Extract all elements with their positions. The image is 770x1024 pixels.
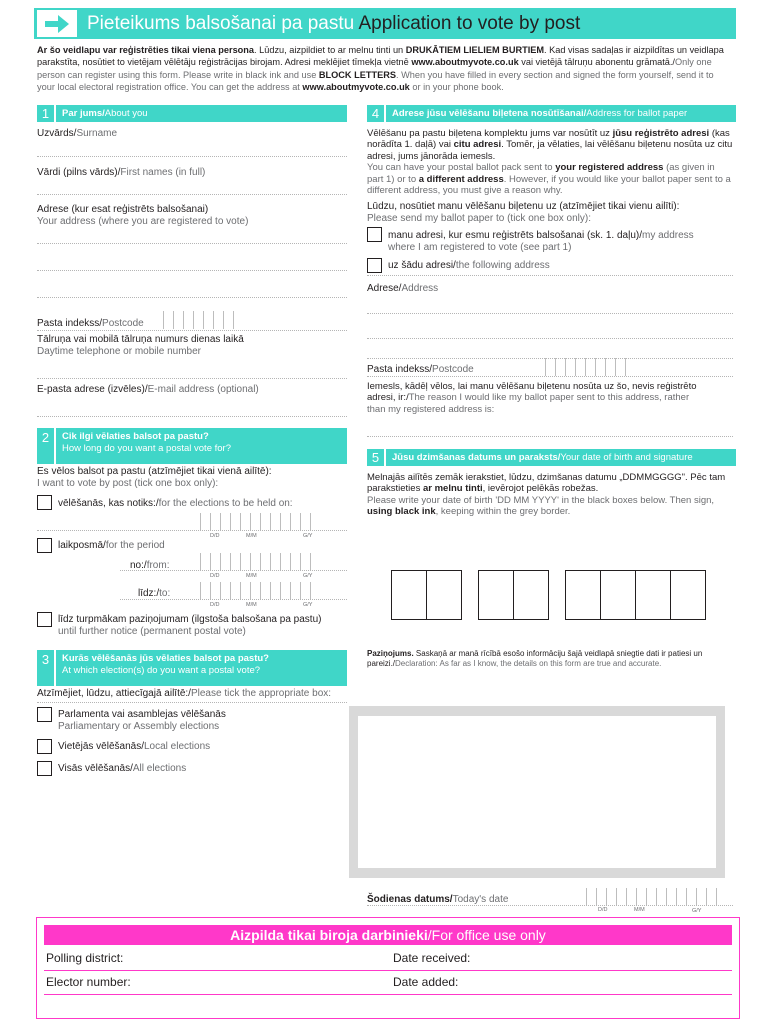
surname-field[interactable]	[37, 156, 347, 157]
section-5-header: 5 Jūsu dzimšanas datums un paraksts/Your date of birth and signature	[367, 449, 736, 466]
reason-field[interactable]	[367, 436, 733, 437]
dob-day-2[interactable]	[426, 570, 462, 620]
arrow-right-icon	[37, 10, 77, 37]
from-date-boxes[interactable]	[200, 553, 320, 571]
declaration: Paziņojums. Saskaņā ar manā rīcībā esošo informāciju šajā veidlapā sniegtie dati ir patiesi un pareizi./Declaration: As far as I know, the details on this form are true and accurate.	[367, 649, 703, 668]
checkbox-registered-address[interactable]	[367, 227, 382, 242]
email-field[interactable]	[37, 416, 347, 417]
address-line-2[interactable]	[37, 270, 347, 271]
following-address-label: uz šādu adresi/the following address	[388, 260, 550, 271]
ballot-address-line-2[interactable]	[367, 338, 733, 339]
dob-year-1[interactable]	[565, 570, 601, 620]
checkbox-all[interactable]	[37, 761, 52, 776]
address-line-1[interactable]	[37, 243, 347, 244]
dd-label: D/D	[210, 533, 220, 539]
telephone-label: Tālruņa vai mobilā tālruņa numurs dienas laikā Daytime telephone or mobile number	[37, 334, 244, 357]
section-3-header: 3 Kurās vēlēšanās jūs vēlaties balsot pa pastu? At which election(s) do you want a postal vote?	[37, 650, 347, 686]
checkbox-local[interactable]	[37, 739, 52, 754]
ballot-address-label: Adrese/Address	[367, 283, 439, 294]
from-date-line	[120, 570, 347, 571]
dd-label: D/D	[598, 907, 608, 913]
date-added-label: Date added:	[393, 975, 459, 989]
todays-date-boxes[interactable]	[586, 888, 726, 906]
election-date-line	[37, 530, 347, 531]
dob-year-3[interactable]	[635, 570, 671, 620]
todays-date-label: Šodienas datums/Today's date	[367, 894, 509, 905]
all-elections-label: Visās vēlēšanās/All elections	[58, 763, 187, 774]
section-4-header: 4 Adrese jūsu vēlēšanu biļetena nosūtīšanai/Address for ballot paper	[367, 105, 736, 122]
gy-label: G/Y	[303, 573, 313, 579]
telephone-field[interactable]	[37, 378, 347, 379]
registered-address-label: manu adresi, kur esmu reģistrēts balsošanai (sk. 1. daļu)/my address where I am registered to vote (see part 1)	[388, 230, 694, 253]
email-label: E-pasta adrese (izvēles)/E-mail address (optional)	[37, 384, 259, 395]
to-date-line	[120, 599, 347, 600]
dob-month-1[interactable]	[478, 570, 514, 620]
reason-label: Iemesls, kādēļ vēlos, lai manu vēlēšanu biļetenu nosūta uz šo, nevis reģistrēto adresi, ir:/The reason I would like my ballot paper sent to this address, rather than my registered address is:	[367, 381, 697, 415]
elector-number-label: Elector number:	[46, 975, 131, 989]
address-line-3[interactable]	[37, 297, 347, 298]
divider	[37, 702, 347, 703]
send-to-question: Lūdzu, nosūtiet manu vēlēšanu biļetenu uz (atzīmējiet tikai vienu ailīti): Please send my ballot paper to (tick one box only):	[367, 201, 680, 224]
mm-label: M/M	[246, 602, 257, 608]
gy-label: G/Y	[692, 908, 702, 914]
section-1-header: 1 Par jums/About you	[37, 105, 347, 122]
dob-instructions: Melnajās ailītēs zemāk ierakstiet, lūdzu, dzimšanas datumu „DDMMGGGG". Pēc tam parakstieties ar melnu tinti, ievērojot pelēkās robežas. Please write your date of birth 'DD MM YYYY' in the black boxes below. Then sign, using black ink, keeping within the grey border.	[367, 472, 726, 518]
date-received-label: Date received:	[393, 951, 471, 965]
postcode-boxes[interactable]	[163, 311, 243, 329]
intro-text: Ar šo veidlapu var reģistrēties tikai viena persona. Lūdzu, aizpildiet to ar melnu tinti un DRUKĀTIEM LIELIEM BURTIEM. Kad visas sadaļas ir aizpildītas un veidlapa parakstīta, nosūtiet to vietējam vēlētāju reģistrācijas birojam. Adresi meklējiet tīmekļa vietnē www.aboutmyvote.co.uk vai vietējā tālruņu abonentu grāmatā./Only one person can register using this form. Please write in black ink and use BLOCK LETTERS. When you have filled in every section and signed the form yourself, send it to your local electoral registration office. You can get the address at www.aboutmyvote.co.uk or in your phone book.	[37, 45, 724, 93]
tick-instruction: Atzīmējiet, lūdzu, attiecīgajā ailītē:/Please tick the appropriate box:	[37, 688, 332, 699]
divider	[367, 275, 733, 276]
from-label: no:/from:	[130, 560, 170, 571]
to-label: līdz:/to:	[138, 588, 171, 599]
ballot-postcode-label: Pasta indekss/Postcode	[367, 364, 474, 375]
period-label: laikposmā/for the period	[58, 540, 165, 551]
checkbox-following-address[interactable]	[367, 258, 382, 273]
first-names-field[interactable]	[37, 194, 347, 195]
gy-label: G/Y	[303, 533, 313, 539]
postal-period-question: Es vēlos balsot pa pastu (atzīmējiet tikai vienā ailītē): I want to vote by post (tick one box only):	[37, 466, 272, 489]
address-label: Adrese (kur esat reģistrēts balsošanai) Your address (where you are registered to vote)	[37, 204, 249, 227]
election-date-boxes[interactable]	[200, 513, 320, 531]
checkbox-parliamentary[interactable]	[37, 707, 52, 722]
dd-label: D/D	[210, 602, 220, 608]
checkbox-period[interactable]	[37, 538, 52, 553]
mm-label: M/M	[634, 907, 645, 913]
mm-label: M/M	[246, 533, 257, 539]
postcode-label: Pasta indekss/Postcode	[37, 318, 144, 329]
local-label: Vietējās vēlēšanās/Local elections	[58, 741, 211, 752]
form-header	[34, 8, 736, 39]
office-use-title: Aizpilda tikai biroja darbinieki /For office use only	[44, 925, 732, 945]
dob-day-1[interactable]	[391, 570, 427, 620]
signature-box[interactable]	[358, 716, 716, 868]
surname-label: Uzvārds/Surname	[37, 128, 118, 139]
first-names-label: Vārdi (pilns vārds)/First names (in full)	[37, 167, 206, 178]
ballot-postcode-boxes[interactable]	[545, 358, 635, 376]
office-divider	[44, 994, 732, 995]
office-divider	[44, 970, 732, 971]
dob-year-2[interactable]	[600, 570, 636, 620]
checkbox-elections-held-on[interactable]	[37, 495, 52, 510]
to-date-boxes[interactable]	[200, 582, 320, 600]
polling-district-label: Polling district:	[46, 951, 124, 965]
elections-held-on-label: vēlēšanās, kas notiks:/for the elections to be held on:	[58, 498, 293, 509]
dd-label: D/D	[210, 573, 220, 579]
dob-month-2[interactable]	[513, 570, 549, 620]
gy-label: G/Y	[303, 602, 313, 608]
ballot-address-line-1[interactable]	[367, 313, 733, 314]
postcode-line	[37, 330, 347, 331]
postcode-line	[367, 376, 733, 377]
form-title: Pieteikums balsošanai pa pastu Application to vote by post	[87, 12, 581, 34]
section-2-header: 2 Cik ilgi vēlaties balsot pa pastu? How long do you want a postal vote for?	[37, 428, 347, 464]
parliamentary-label: Parlamenta vai asamblejas vēlēšanās Parliamentary or Assembly elections	[58, 709, 226, 732]
mm-label: M/M	[246, 573, 257, 579]
todays-date-line	[367, 905, 733, 906]
ballot-address-instructions: Vēlēšanu pa pastu biļetena komplektu jums var nosūtīt uz jūsu reģistrēto adresi (kas norādīta 1. daļā) vai citu adresi. Tomēr, ja vēlaties, lai vēlēšanu biļetenu nosūta uz citu adresi, jums jānorāda iemesls. You can have your postal ballot pack sent to your registered address (as given in part 1) or to a different address. However, if you would like your ballot paper sent to a different address, you must give a reason why.	[367, 128, 733, 197]
checkbox-until-further-notice[interactable]	[37, 612, 52, 627]
until-further-notice-label: līdz turpmākam paziņojumam (ilgstoša balsošana pa pastu) until further notice (permanent postal vote)	[58, 614, 322, 637]
dob-year-4[interactable]	[670, 570, 706, 620]
